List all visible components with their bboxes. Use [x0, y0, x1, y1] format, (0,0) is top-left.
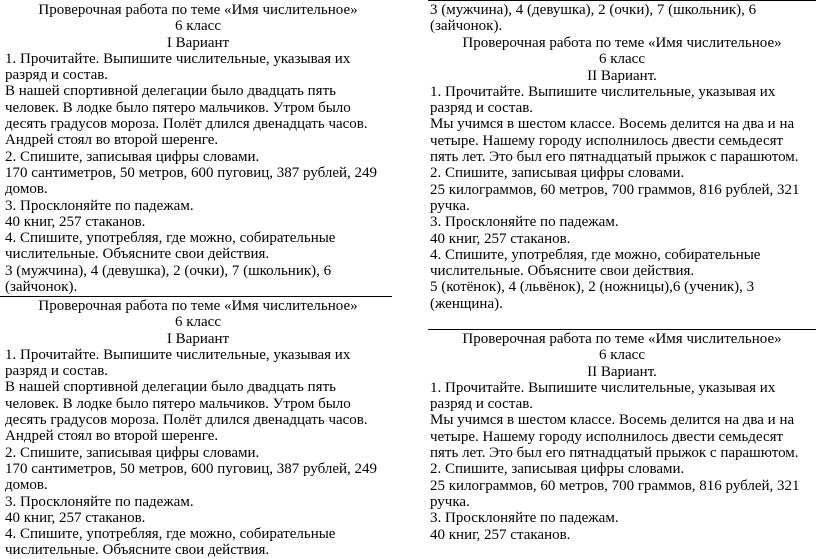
task-1-text: Мы учимся в шестом классе. Восемь делится на два и на четыре. Нашему городу исполнилось двести семьдесят пять лет. Это был его пятнадцатый прыжок с парашютом. [430, 412, 799, 462]
task-4-heading: 4. Спишите, употребляя, где можно, собирательные числительные. Объясните свои действия. [430, 246, 761, 280]
task-2-heading: 2. Спишите, записывая цифры словами. [430, 461, 685, 478]
task-3-heading: 3. Просклоняйте по падежам. [430, 214, 619, 231]
task-2-heading: 2. Спишите, записывая цифры словами. [5, 444, 260, 461]
right-top-cut-line [428, 0, 816, 1]
task-2-text: 25 килограммов, 60 метров, 700 граммов, 816 рублей, 321 ручка. [430, 477, 800, 510]
task-4-heading: 4. Спишите, употребляя, где можно, собирательные числительные. Объясните свои действия. [5, 526, 336, 559]
task-3-text: 40 книг, 257 стаканов. [5, 213, 146, 230]
sheet-title: Проверочная работа по теме «Имя числительное» [38, 2, 358, 18]
sheet-variant: II Вариант. [587, 363, 657, 380]
sheet-grade: 6 класс [175, 314, 221, 331]
task-4-text: 5 (котёнок), 4 (львёнок), 2 (ножницы),6 (ученик), 3 (женщина). [430, 279, 755, 312]
task-1-heading: 1. Прочитайте. Выпишите числительные, указывая их разряд и состав. [430, 379, 776, 413]
task-3-heading: 3. Просклоняйте по падежам. [430, 510, 619, 527]
left-cut-line [0, 296, 392, 297]
right-top-sheet [430, 35, 814, 312]
left-top-sheet [5, 2, 391, 295]
sheet-grade: 6 класс [599, 51, 645, 68]
task-1-heading: 1. Прочитайте. Выпишите числительные, указывая их разряд и состав. [5, 50, 351, 84]
task-1-text: Мы учимся в шестом классе. Восемь делится на два и на четыре. Нашему городу исполнилось двести семьдесят пять лет. Это был его пятнадцатый прыжок с парашютом. [430, 116, 799, 166]
sheet-grade: 6 класс [175, 18, 221, 35]
task-2-text: 25 килограммов, 60 метров, 700 граммов, 816 рублей, 321 ручка. [430, 181, 800, 214]
task-2-text: 170 сантиметров, 50 метров, 600 пуговиц, 387 рублей, 249 домов. [5, 460, 378, 494]
right-carryover [430, 2, 814, 35]
task-3-text: 40 книг, 257 стаканов. [5, 509, 146, 526]
task-3-text: 40 книг, 257 стаканов. [430, 230, 571, 247]
carryover-text: 3 (мужчина), 4 (девушка), 2 (очки), 7 (школьник), 6 (зайчонок). [430, 2, 757, 35]
sheet-variant: I Вариант [166, 330, 230, 347]
task-2-heading: 2. Спишите, записывая цифры словами. [5, 148, 260, 165]
task-3-heading: 3. Просклоняйте по падежам. [5, 197, 194, 214]
sheet-title: Проверочная работа по теме «Имя числительное» [462, 35, 782, 51]
left-bottom-sheet [5, 298, 391, 559]
task-1-heading: 1. Прочитайте. Выпишите числительные, указывая их разряд и состав. [5, 346, 351, 380]
sheet-grade: 6 класс [599, 347, 645, 364]
task-1-text: В нашей спортивной делегации было двадцать пять человек. В лодке было пятеро мальчиков. Утром было десять градусов мороза. Полёт длился двенадцать часов. Андрей стоял во второй шеренге. [5, 83, 368, 149]
sheet-title: Проверочная работа по теме «Имя числительное» [38, 298, 358, 314]
task-3-heading: 3. Просклоняйте по падежам. [5, 493, 194, 510]
sheet-title: Проверочная работа по теме «Имя числительное» [462, 331, 782, 347]
task-2-text: 170 сантиметров, 50 метров, 600 пуговиц, 387 рублей, 249 домов. [5, 164, 378, 198]
task-1-heading: 1. Прочитайте. Выпишите числительные, указывая их разряд и состав. [430, 83, 776, 117]
sheet-variant: II Вариант. [587, 67, 657, 84]
task-1-text: В нашей спортивной делегации было двадцать пять человек. В лодке было пятеро мальчиков. Утром было десять градусов мороза. Полёт длился двенадцать часов. Андрей стоял во второй шеренге. [5, 379, 368, 445]
task-4-heading: 4. Спишите, употребляя, где можно, собирательные числительные. Объясните свои действия. [5, 230, 336, 263]
task-2-heading: 2. Спишите, записывая цифры словами. [430, 165, 685, 182]
sheet-variant: I Вариант [166, 34, 230, 51]
task-3-text: 40 книг, 257 стаканов. [430, 526, 571, 543]
right-cut-line [428, 329, 816, 330]
right-bottom-sheet [430, 331, 814, 543]
task-4-text: 3 (мужчина), 4 (девушка), 2 (очки), 7 (школьник), 6 (зайчонок). [5, 262, 332, 296]
